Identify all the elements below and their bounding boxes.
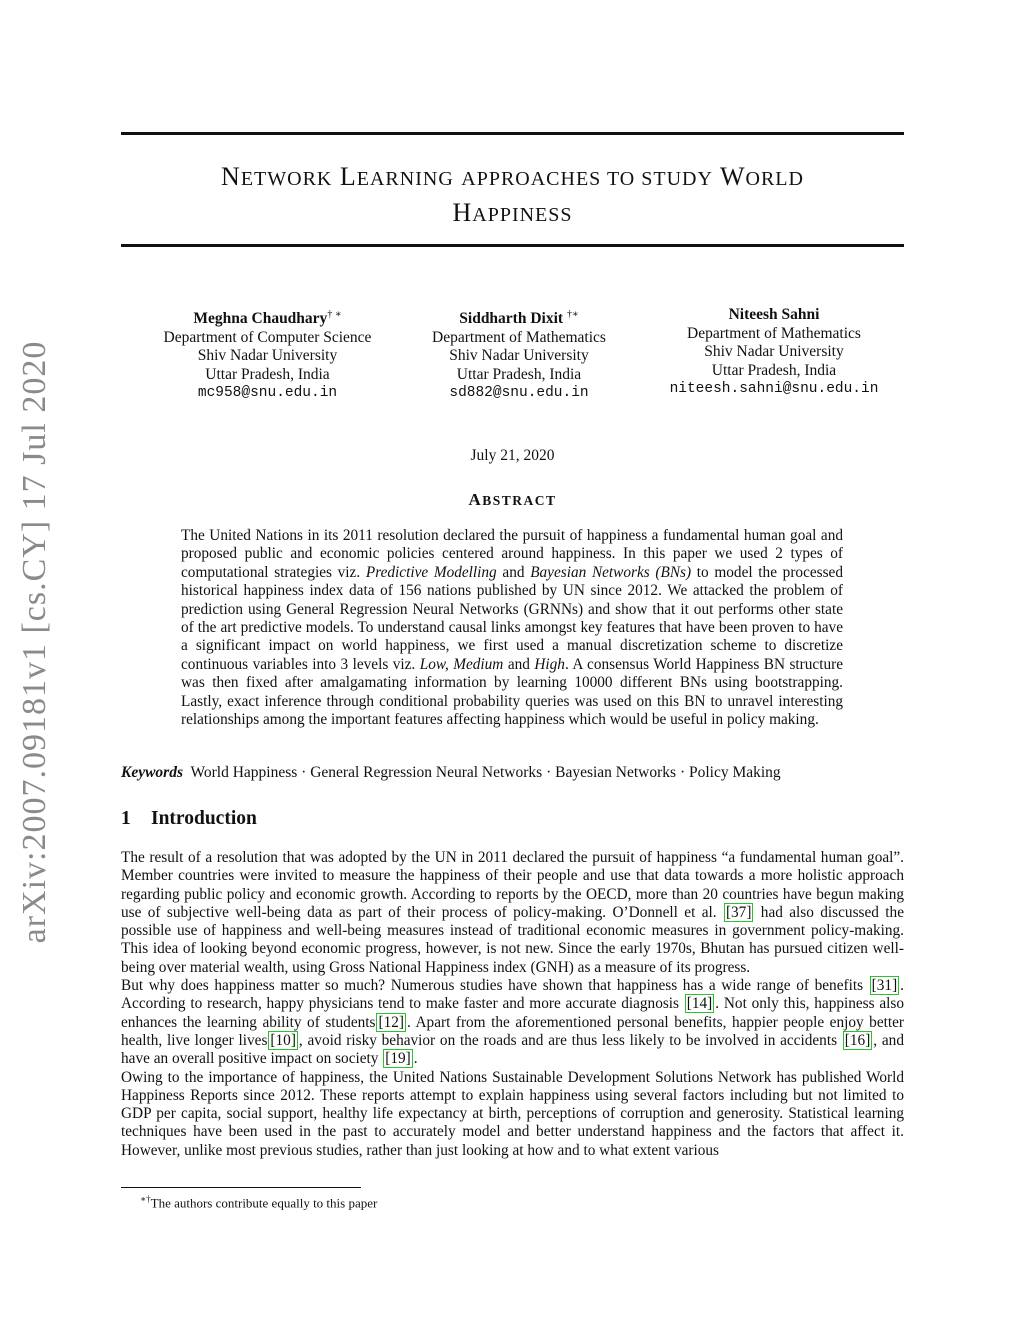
author-marks: †∗ — [566, 309, 579, 320]
intro-paragraph-1: The result of a resolution that was adopted by the UN in 2011 declared the pursuit of happiness “a fundamental human goal”. Member countries were invited to measure the happiness of their people and use that data towards a more holistic approach regarding public policy and economic growth. According to reports by the OECD, more than 20 countries have begun making use of subjective well-being data as part of their process of policy-making. O’Donnell et al. [37] had also discussed the possible use of happiness and well-being measures instead of traditional economic measures in government policy-making. This idea of looking beyond economic progress, however, is not new. Since the early 1970s, Bhutan has pursued citizen well-being over material wealth, using Gross National Happiness index (GNH) as a measure of its progress. — [121, 849, 904, 976]
author-department: Department of Computer Science — [163, 328, 372, 346]
author-marks: † ∗ — [327, 309, 342, 320]
author-name: Meghna Chaudhary — [193, 310, 328, 328]
keywords-line — [121, 764, 904, 783]
abstract-text: The United Nations in its 2011 resolution declared the pursuit of happiness a fundamental human goal and proposed public and economic policies centered around happiness. In this paper we used 2 types of computational strategies viz. Predictive Modelling and Bayesian Networks (BNs) to model the processed historical happiness index data of 156 nations published by UN since 2012. We attacked the problem of prediction using General Regression Neural Networks (GRNNs) and show that it out performs other state of the art predictive models. To understand causal links amongst key features that have been proven to have a significant impact on world happiness, we first used a manual discretization scheme to discretize continuous variables into 3 levels viz. Low, Medium and High. A consensus World Happiness BN structure was then fixed after amalgamating information by learning 10000 different BNs using bootstrapping. Lastly, exact inference through conditional probability queries was used on this BN to unravel interesting relationships among the important features affecting happiness which would be useful in policy making. — [181, 527, 843, 729]
keywords-label: Keywords — [121, 764, 183, 781]
author-department: Department of Mathematics — [432, 328, 606, 346]
publication-date: July 21, 2020 — [470, 447, 555, 464]
paper-title: NETWORK LEARNING APPROACHES TO STUDY WORLD HAPPINESS — [221, 162, 804, 227]
footnote-rule — [121, 1187, 361, 1188]
author-department: Department of Mathematics — [687, 324, 861, 342]
author-email-link[interactable]: sd882@snu.edu.in — [449, 385, 589, 402]
author-email-link[interactable]: niteesh.sahni@snu.edu.in — [669, 381, 879, 397]
author-block — [121, 306, 904, 406]
footnote-text: The authors contribute equally to this paper — [150, 1195, 378, 1211]
author-1 — [141, 306, 394, 403]
author-location: Uttar Pradesh, India — [711, 361, 837, 379]
author-2 — [394, 306, 644, 403]
author-location: Uttar Pradesh, India — [456, 365, 582, 383]
citation-link[interactable]: [14] — [686, 995, 713, 1013]
intro-paragraph-2: But why does happiness matter so much? Numerous studies have shown that happiness has a wide range of benefits [31] . According to research, happy physicians tend to make faster and more accurate diagnosis [14] . Not only this, happiness also enhances the learning ability of students [12] . Apart from the aforementioned personal benefits, happier people enjoy better health, live longer lives [10] , avoid risky behavior on the roads and are thus less likely to be involved in accidents [16] , and have an overall positive impact on society [19] . — [121, 977, 905, 1068]
author-email-link[interactable]: mc958@snu.edu.in — [197, 385, 338, 402]
intro-paragraph-3: Owing to the importance of happiness, the United Nations Sustainable Development Solutions Network has published World Happiness Reports since 2012. These reports attempt to explain happiness using several factors including but not limited to GDP per capita, social support, healthy life expectancy at birth, perceptions of corruption and generosity. Statistical learning techniques have been used in the past to accurately model and better understand happiness and the factors that affect it. However, unlike most previous studies, rather than just looking at how and to what extent various — [121, 1068, 904, 1159]
footnote-marks: ∗† — [140, 1194, 151, 1204]
citation-link[interactable]: [37] — [725, 903, 752, 921]
citation-link[interactable]: [19] — [385, 1050, 411, 1068]
title-bottom-rule — [121, 244, 904, 247]
section-heading-introduction: 1 Introduction — [121, 808, 257, 829]
keywords-list: World Happiness · General Regression Neural Networks · Bayesian Networks · Policy Making — [190, 764, 781, 781]
introduction-body — [121, 849, 904, 1160]
author-university: Shiv Nadar University — [704, 343, 844, 360]
arxiv-identifier-stamp: arXiv:2007.09181v1 [cs.CY] 17 Jul 2020 — [16, 340, 53, 944]
title-top-rule — [121, 132, 904, 135]
citation-link[interactable]: [31] — [871, 977, 898, 995]
author-university: Shiv Nadar University — [197, 347, 338, 365]
author-name: Siddharth Dixit — [459, 310, 564, 328]
author-university: Shiv Nadar University — [449, 347, 589, 365]
abstract-heading: ABSTRACT — [468, 490, 557, 509]
author-location: Uttar Pradesh, India — [205, 365, 330, 383]
citation-link[interactable]: [12] — [378, 1013, 404, 1031]
citation-link[interactable]: [10] — [270, 1031, 296, 1049]
footnote — [140, 1191, 840, 1211]
citation-link[interactable]: [16] — [844, 1031, 871, 1049]
author-3 — [644, 306, 904, 399]
author-name: Niteesh Sahni — [728, 306, 820, 323]
